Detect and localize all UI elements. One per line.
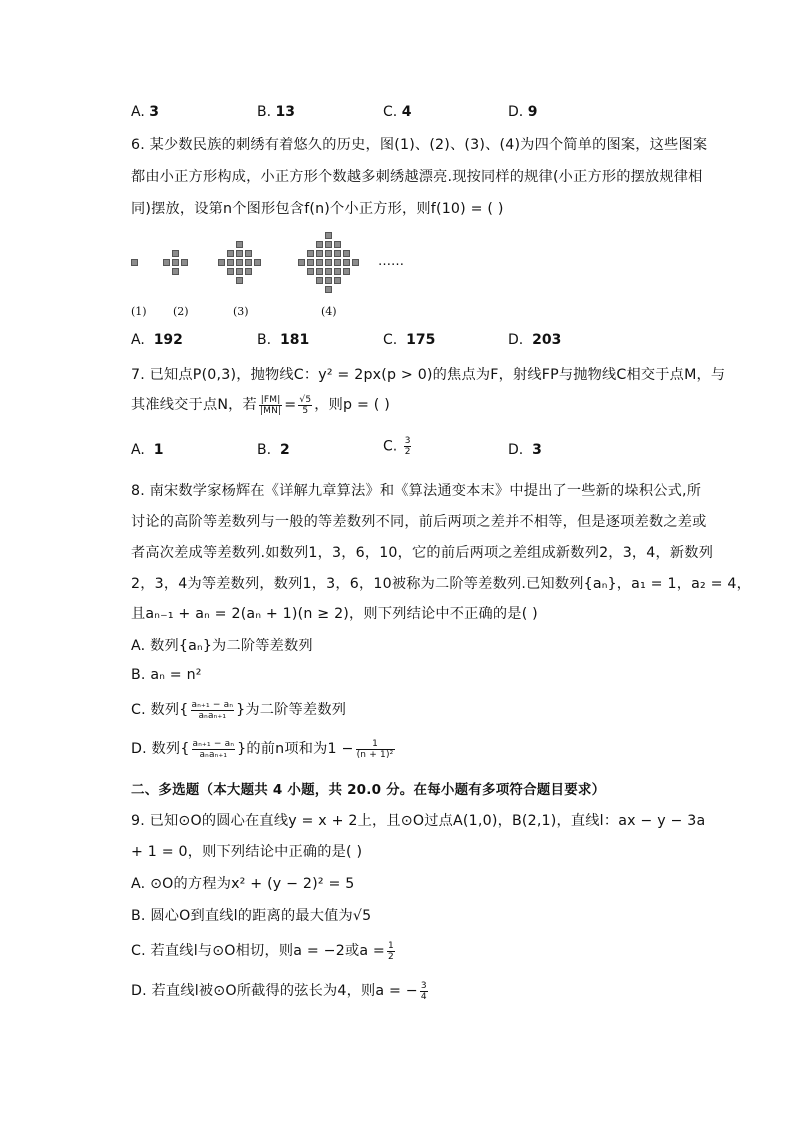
- option-fraction: [192, 739, 236, 760]
- q9-option-a: A. ⊙O的方程为x² + (y − 2)² = 5: [131, 876, 355, 892]
- pattern-square: [334, 241, 341, 248]
- q5-option-b: [257, 104, 295, 120]
- q7-line-1: 7. 已知点P(0,3)，抛物线C：y² = 2px(p > 0)的焦点为F，射线FP与抛物线C相交于点M，与: [131, 367, 726, 383]
- pattern-square: [245, 250, 252, 257]
- pattern-square: [172, 268, 179, 275]
- pattern-square: [316, 268, 323, 275]
- option-text: D. 数列{: [131, 741, 190, 757]
- q9-option-b: B. 圆心O到直线l的距离的最大值为√5: [131, 908, 372, 924]
- option-letter: B.: [257, 332, 272, 348]
- q6-option-a: [131, 332, 183, 348]
- fraction-numerator: 1: [388, 940, 394, 951]
- q8-line-4: 2，3，4为等差数列，数列1，3，6，10被称为二阶等差数列.已知数列{aₙ}，a₁ = 1，a₂ = 4，: [131, 576, 751, 592]
- pattern-square: [316, 277, 323, 284]
- pattern-square: [316, 259, 323, 266]
- pattern-square: [236, 259, 243, 266]
- pattern-square: [334, 259, 341, 266]
- option-fraction: [191, 700, 235, 721]
- fraction-numerator: 3: [420, 980, 427, 991]
- figure-caption-4: (4): [321, 305, 337, 318]
- pattern-square: [307, 250, 314, 257]
- option-letter: C.: [383, 104, 398, 120]
- figure-caption-1: (1): [131, 305, 147, 318]
- fraction-denominator: |MN|: [259, 405, 282, 416]
- q8-line-3: 者高次差成等差数列.如数列1，3，6，10，它的前后两项之差组成新数列2，3，4，新数列: [131, 545, 714, 561]
- option-letter: A.: [131, 104, 145, 120]
- pattern-square: [163, 259, 170, 266]
- option-value: 3: [149, 104, 159, 120]
- option-letter: A.: [131, 332, 145, 348]
- q7-option-b: [257, 442, 290, 458]
- fraction-denominator: 2: [404, 447, 411, 457]
- option-letter: A.: [131, 442, 145, 458]
- pattern-square: [334, 268, 341, 275]
- pattern-square: [325, 286, 332, 293]
- section-heading-multi-choice: 二、多选题（本大题共 4 小题，共 20.0 分。在每小题有多项符合题目要求）: [131, 782, 606, 798]
- pattern-square: [316, 250, 323, 257]
- pattern-square: [236, 241, 243, 248]
- q9-line-2: + 1 = 0，则下列结论中正确的是( ): [131, 844, 363, 860]
- fraction-numerator: 1: [356, 739, 395, 750]
- option-text-tail: }为二阶等差数列: [236, 702, 347, 718]
- pattern-square: [254, 259, 261, 266]
- option-letter: B.: [257, 104, 272, 120]
- option-value: 9: [527, 104, 538, 120]
- q8-option-a: A. 数列{aₙ}为二阶等差数列: [131, 638, 313, 654]
- q6-line-1: 6. 某少数民族的刺绣有着悠久的历史，图(1)、(2)、(3)、(4)为四个简单的图案，这些图案: [131, 137, 708, 153]
- pattern-square: [343, 268, 350, 275]
- q9-option-c: [131, 940, 397, 962]
- fraction-denominator: (n + 1)²: [356, 749, 394, 760]
- pattern-square: [325, 259, 332, 266]
- q8-option-c: [131, 699, 346, 721]
- fraction-numerator: √5: [299, 394, 312, 405]
- option-letter: C.: [383, 332, 398, 348]
- pattern-square: [181, 259, 188, 266]
- option-value: 1: [153, 442, 164, 458]
- option-letter: C.: [383, 438, 398, 455]
- q5-option-c: [383, 104, 411, 120]
- pattern-square: [307, 259, 314, 266]
- pattern-square: [307, 268, 314, 275]
- option-letter: D.: [508, 104, 524, 120]
- pattern-square: [227, 259, 234, 266]
- q6-option-c: [383, 332, 435, 348]
- pattern-square: [227, 268, 234, 275]
- pattern-square: [325, 241, 332, 248]
- q8-option-d: [131, 738, 397, 760]
- pattern-square: [325, 232, 332, 239]
- option-fraction: [404, 436, 412, 457]
- q7-rhs-fraction: [298, 395, 312, 416]
- pattern-square: [236, 250, 243, 257]
- figure-caption-2: (2): [173, 305, 189, 318]
- q7-option-d: [508, 442, 542, 458]
- fraction-denominator: aₙaₙ₊₁: [199, 749, 228, 760]
- q6-line-2: 都由小正方形构成，小正方形个数越多刺绣越漂亮.现按同样的规律(小正方形的摆放规律相: [131, 169, 703, 185]
- q8-line-5: 且aₙ₋₁ + aₙ = 2(aₙ + 1)(n ≥ 2)，则下列结论中不正确的是( ): [131, 606, 538, 622]
- q8-line-1: 8. 南宋数学家杨辉在《详解九章算法》和《算法通变本末》中提出了一些新的垛积公式,所: [131, 483, 702, 499]
- option-text: D. 若直线l被⊙O所截得的弦长为4，则a = −: [131, 983, 418, 999]
- pattern-square: [334, 250, 341, 257]
- fraction-numerator: |FM|: [260, 394, 281, 405]
- fraction-denominator: 4: [420, 991, 427, 1002]
- q9-option-d: [131, 980, 430, 1002]
- q6-option-b: [257, 332, 309, 348]
- pattern-square: [352, 259, 359, 266]
- pattern-square: [334, 277, 341, 284]
- q7-line-2: [131, 394, 390, 416]
- option-value: 2: [279, 442, 290, 458]
- q6-option-d: [508, 332, 561, 348]
- q5-option-a: [131, 104, 159, 120]
- pattern-square: [325, 268, 332, 275]
- option-value: 3: [532, 442, 542, 458]
- ellipsis: ……: [378, 254, 404, 269]
- option-text: C. 若直线l与⊙O相切，则a = −2或a =: [131, 943, 386, 959]
- pattern-square: [218, 259, 225, 266]
- option-fraction: [387, 941, 395, 962]
- option-value: 4: [401, 104, 412, 120]
- fraction-denominator: 5: [302, 405, 309, 416]
- option-value: 203: [532, 332, 562, 348]
- q7-ratio-fraction: [259, 395, 282, 416]
- pattern-square: [343, 250, 350, 257]
- pattern-square: [172, 259, 179, 266]
- pattern-square: [325, 250, 332, 257]
- q9-line-1: 9. 已知⊙O的圆心在直线y = x + 2上，且⊙O过点A(1,0)，B(2,1)，直线l：ax − y − 3a: [131, 813, 706, 829]
- q6-line-3: 同)摆放，设第n个图形包含f(n)个小正方形，则f(10) = ( ): [131, 201, 504, 217]
- figure-caption-3: (3): [233, 305, 249, 318]
- option-value: 13: [275, 104, 295, 120]
- fraction-numerator: aₙ₊₁ − aₙ: [192, 738, 235, 749]
- pattern-square: [325, 277, 332, 284]
- option-value: 175: [406, 332, 436, 348]
- fraction-denominator: 2: [388, 951, 394, 962]
- q7-line-2-tail: ，则p = ( ): [314, 397, 390, 413]
- q7-option-c: [383, 436, 413, 457]
- option-fraction: [420, 981, 428, 1002]
- pattern-square: [227, 250, 234, 257]
- q8-line-2: 讨论的高阶等差数列与一般的等差数列不同，前后两项之差并不相等，但是逐项差数之差或: [131, 514, 707, 530]
- pattern-square: [236, 277, 243, 284]
- fraction-numerator: aₙ₊₁ − aₙ: [191, 699, 234, 710]
- pattern-square: [131, 259, 138, 266]
- fraction-denominator: aₙaₙ₊₁: [198, 710, 227, 721]
- option-value: 192: [153, 332, 183, 348]
- pattern-square: [172, 250, 179, 257]
- pattern-square: [316, 241, 323, 248]
- option-letter: D.: [508, 332, 524, 348]
- q7-line-2-text: 其准线交于点N，若: [131, 397, 257, 413]
- pattern-square: [245, 259, 252, 266]
- option-letter: D.: [508, 442, 524, 458]
- pattern-square: [343, 259, 350, 266]
- option-letter: B.: [257, 442, 272, 458]
- q8-option-b: B. aₙ = n²: [131, 667, 202, 683]
- pattern-square: [298, 259, 305, 266]
- pattern-square: [236, 268, 243, 275]
- q7-option-a: [131, 442, 163, 458]
- option-text: C. 数列{: [131, 702, 189, 718]
- option-sum-fraction: [356, 739, 395, 760]
- fraction-numerator: 3: [404, 436, 411, 446]
- equals-sign: =: [284, 397, 297, 413]
- pattern-square: [245, 268, 252, 275]
- q5-option-d: [508, 104, 537, 120]
- option-value: 181: [279, 332, 310, 348]
- option-text-mid: }的前n项和为1 −: [237, 741, 354, 757]
